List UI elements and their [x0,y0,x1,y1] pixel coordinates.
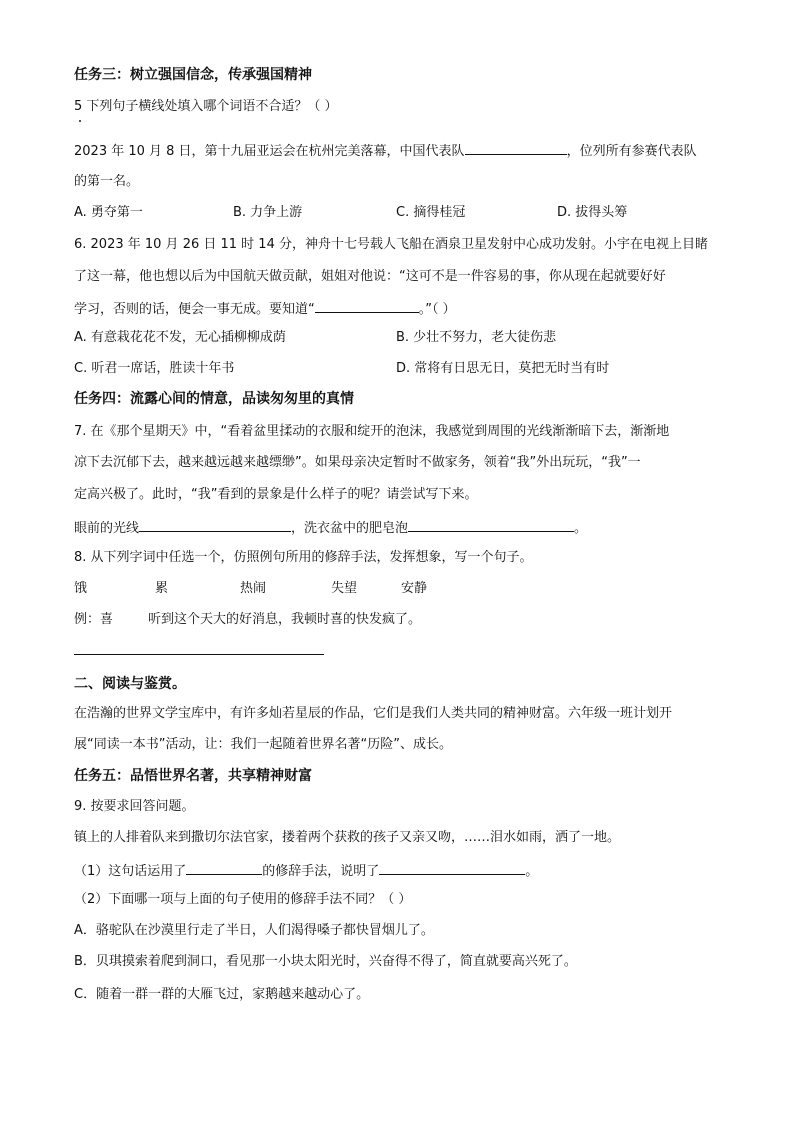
q6-line1: 6. 2023 年 10 月 26 日 11 时 14 分，神舟十七号载人飞船在酒泉卫星发射中心成功发射。小宇在电视上目睹 [74,237,708,252]
q5-line1-a: 2023 年 10 月 8 日，第十九届亚运会在杭州完美落幕，中国代表队 [74,144,465,159]
q7-line3: 定高兴极了。此时，“我”看到的景象是什么样子的呢？请尝试写下来。 [74,487,478,502]
q8-word-4: 失望 [331,581,358,596]
q8-example-text: 听到这个天大的好消息，我顿时喜的快发疯了。 [148,612,422,627]
q6-line3 [74,299,456,319]
q6-option-c[interactable]: C. 听君一席话，胜读十年书 [74,361,235,376]
q6-line3-b: 。”（ ） [418,302,456,317]
q6-option-b[interactable]: B. 少壮不努力，老大徒伤悲 [396,330,557,345]
q5-stem: 5 下列句子横线处填入哪个词语不合适？（ ） [74,99,338,114]
q9-sub1-b: 的修辞手法，说明了 [262,864,380,879]
section2-heading: 二、阅读与鉴赏。 [74,676,186,692]
q9-option-a[interactable]: A．骆驼队在沙漠里行走了半日，人们渴得嗓子都快冒烟儿了。 [74,923,434,938]
q7-blank-end: 。 [574,521,588,536]
q9-option-c[interactable]: C．随着一群一群的大雁飞过，家鹅越来越动心了。 [74,987,370,1002]
q5-line2: 的第一名。 [74,174,140,189]
q5-option-d[interactable]: D. 拔得头筹 [557,205,628,220]
q7-line1: 7. 在《那个星期天》中，“看着盆里揉动的衣服和绽开的泡沫，我感觉到周围的光线渐渐暗下去，渐渐地 [74,424,670,439]
q6-line2: 了这一幕，他也想以后为中国航天做贡献，姐姐对他说：“这可不是一件容易的事，你从现在起就要好好 [74,269,666,284]
q8-word-2: 累 [155,581,169,596]
q7-answer-blank-2[interactable] [408,518,574,532]
q9-quote: 镇上的人排着队来到撒切尔法官家，搂着两个获救的孩子又亲又吻，……泪水如雨，洒了一地。 [74,830,621,845]
q9-sub2: （2）下面哪一项与上面的句子使用的修辞手法不同？（ ） [74,892,412,907]
q5-option-a[interactable]: A. 勇夺第一 [74,205,143,220]
q6-line3-a: 学习，否则的话，便会一事无成。要知道“ [74,302,315,317]
q8-stem: 8. 从下列字词中任选一个，仿照例句所用的修辞手法，发挥想象，写一个句子。 [74,550,533,565]
q5-line1 [74,141,697,161]
q9-sub1 [74,861,538,881]
task5-heading: 任务五：品悟世界名著，共享精神财富 [74,768,312,784]
q9-option-b[interactable]: B．贝琪摸索着爬到洞口，看见那一小块太阳光时，兴奋得不得了，简直就要高兴死了。 [74,954,577,969]
task4-heading: 任务四：流露心间的情意，品读匆匆里的真情 [74,391,354,407]
q6-option-d[interactable]: D. 常将有日思无日，莫把无时当有时 [396,361,610,376]
q5-answer-blank[interactable] [465,141,567,155]
q8-word-1: 饿 [74,581,88,596]
task3-heading: 任务三：树立强国信念，传承强国精神 [74,67,312,83]
q8-example-label: 例：喜 [74,612,114,627]
q8-word-3: 热闹 [240,581,267,596]
q5-option-b[interactable]: B. 力争上游 [233,205,303,220]
q6-answer-blank[interactable] [315,299,419,313]
q9-answer-blank-1[interactable] [186,861,262,875]
stray-dot [79,120,81,122]
q7-answer-blank-1[interactable] [139,518,291,532]
q5-line1-b: ，位列所有参赛代表队 [566,144,697,159]
q8-answer-line[interactable] [74,654,324,655]
q8-word-5: 安静 [401,581,428,596]
q7-line2: 凉下去沉郁下去，越来越远越来越缥缈”。如果母亲决定暂时不做家务，领着“我”外出玩玩，“我”一 [74,455,641,470]
q7-blank-label-a: 眼前的光线 [74,521,140,536]
q9-stem: 9. 按要求回答问题。 [74,799,195,814]
section2-intro-line1: 在浩瀚的世界文学宝库中，有许多灿若星辰的作品，它们是我们人类共同的精神财富。六年级一班计划开 [74,706,673,721]
q9-sub1-a: （1）这句话运用了 [74,864,187,879]
q6-option-a[interactable]: A. 有意栽花花不发，无心插柳柳成荫 [74,330,286,345]
q9-answer-blank-2[interactable] [379,861,525,875]
section2-intro-line2: 展“同读一本书”活动，让：我们一起随着世界名著“历险”、成长。 [74,737,452,752]
q7-blank-label-b: ，洗衣盆中的肥皂泡 [291,521,409,536]
q9-sub1-c: 。 [525,864,539,879]
q7-blanks [74,518,587,538]
q5-option-c[interactable]: C. 摘得桂冠 [396,205,466,220]
